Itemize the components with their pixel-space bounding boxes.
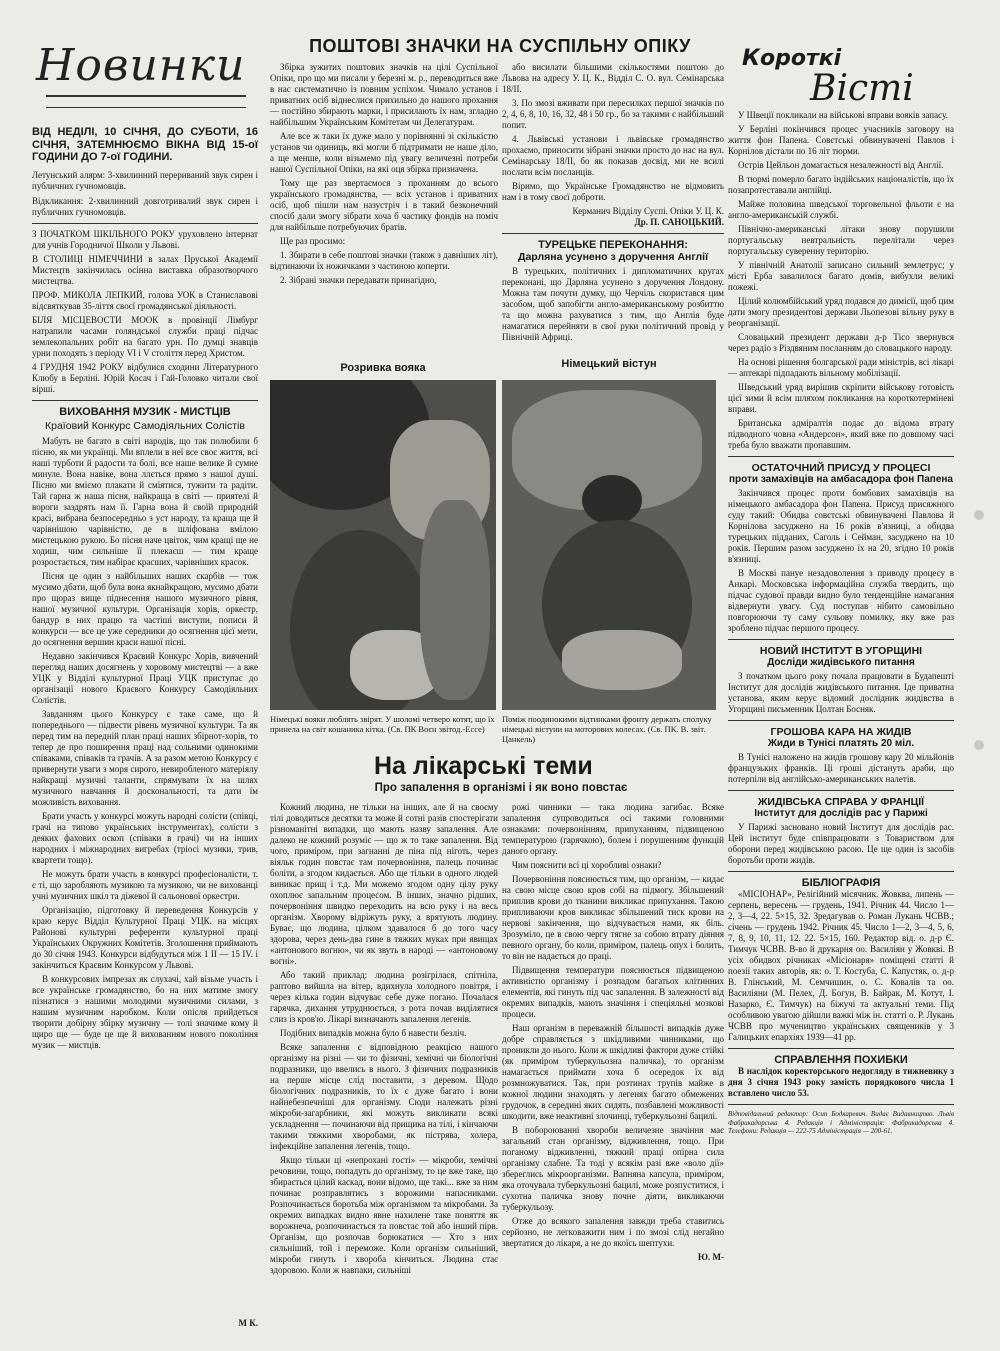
medical-subhead: Про запалення в організмі і як воно повстає [374, 782, 628, 794]
paragraph: Чим пояснити всі ці хоробливі ознаки? [512, 860, 662, 870]
fine-headline: ГРОШОВА КАРА НА ЖИДІВ [770, 726, 912, 738]
binder-hole [974, 740, 984, 750]
divider [728, 871, 954, 872]
paragraph: Всяке запалення є відповідною реакцією нашого організму на різні — чи то фізичні, хемічні чи біологічні подразники, що ввелись в нього. З фізичних подразників на перше місце слід поставити, з деревом. Щодо біологічних подразників, то їх є дуже багато і вони найнебезпечніші для організму. Сюди належать різні мікроби-загарбники, які можуть викликати всякі ускладнення — починаючи від прищика на тілі, і кінчаючи такими тяжкими хворобами, як пістрява, холера, інфекційне запалення легенів, тощо. [270, 1042, 498, 1151]
paragraph: В турецьких, політичних і дипломатичних кругах переконані, що Дарляна усунено з доручення Лондону. Можна там почути думку, що Черчіль скористався цим засобом, щоб запобігти англо-американському розбиттю та що можна рахуватися з тим, що Англія буде намагатися перейняти в свої руки політичний провід у Північній Африці. [502, 266, 724, 342]
news-item: 4 ГРУДНЯ 1942 РОКУ відбулися сходини Літературного Клюбу в Берліні. Юрій Косач і Гай-Головко читали свої вірші. [32, 361, 258, 394]
paragraph: 2. Зібрані значки передавати принагідно, [280, 275, 437, 285]
france-headline: ЖИДІВСЬКА СПРАВА У ФРАНЦІЇ [757, 796, 925, 808]
paragraph: Почервоніння пояснюється тим, що організм, — кидає на свою місце свою кров собі на підмогу. Збільшений приплив крови до тканини викликає припухання. Такою припливаючи кров викликає збільшений тиск крови на нервові закінчення, що відчувається нами, як біль. Зрозуміло, це в свою чергу тягне за собою втрату діяння певного органу, бо коли, приміром, палець опух і болить, то він не надається до праці. [502, 874, 724, 961]
news-item: В СТОЛИЦІ НІМЕЧЧИНИ в залах Пруської Академії Мистецтв закінчилась осінна виставка образотворчого мистецтва. [32, 253, 258, 286]
divider [728, 720, 954, 721]
photo2-headline: Німецький вістун [561, 358, 657, 370]
news-item: У Берліні покінчився процес учасників заговору на життя фон Папена. Совєтські обвинувачені Павлов і Корнілов дістали по 16 літ тюрми. [728, 124, 954, 156]
binder-hole [974, 510, 984, 520]
paragraph: 1. Збирати в себе поштові значки (також з давніших літ), відтинаючи їх ножичками з частиною коперти. [270, 250, 498, 271]
korotki-title: Короткі [742, 46, 842, 71]
alarm-cancel: Відкликання: 2-хвилинний довготривалий звук сирен і публичних гучномовців. [32, 195, 258, 217]
stamps-signature-2: Др. П. САНОЦЬКИЙ. [634, 217, 724, 227]
medical-article-right [502, 802, 724, 1342]
stamps-article-left [270, 62, 498, 289]
column-short-news [728, 110, 954, 1136]
news-item: Північно-американські літаки знову порушили португальську невтральність перелітали через португальську суверенну територію. [728, 224, 954, 256]
news-item: ПРОФ. МИКОЛА ЛЕПКИЙ, голова УОК в Станиславові відсвяткував 35-ліття своєї громадянської діяльності. [32, 289, 258, 311]
korotki-visti-masthead [740, 46, 956, 110]
photo2-caption [502, 714, 716, 744]
imprint-text: Відповідальний редактор: Осип Бодкаревич. Видає Видавництво. Львів Фабрикадорська 4. Редакція і Адміністрація: Фабрикадорська 4. Телефони: Редакція — 222-75 [728, 1110, 954, 1135]
caption-credit: (Св. ПК. В. звіт. Цанкель) [502, 724, 706, 744]
paragraph: У Парижі засновано новий Інститут для дослідів рас. Цей інститут буде співпрацювати з Товариством для оборони перед жидівською расою. Це ще один із засобів боротьби проти жидів. [728, 822, 954, 865]
news-item: З ПОЧАТКОМ ШКІЛЬНОГО РОКУ уруховлено інтернат для учнів Городничої Школи у Львові. [32, 228, 258, 250]
paragraph: рожі чинники — така людина загибає. Всяке запалення супроводиться осі такими головними ознаками: почервонінням, припуханням, підвищеною температурою (гарячкою), болем і порушенням функцій даного органу. [502, 802, 724, 856]
paragraph: 4. Львівські установи і львівське громадянство прохаємо, приносити зібрані значки просто до нас на вул. Семінарську 18/II, бо як показав досвід, ми не всилі послати всім посланців. [502, 134, 724, 177]
news-item: Словацький президент держави д-р Тісо звернувся через радіо з Різдвяним посланням до словацького народу. [728, 332, 954, 353]
news-item: Цілий колюмбійський уряд подався до димісії, щоб цим дати змогу президентові держави Льопезові вільну руку в реорганізації. [728, 296, 954, 328]
news-item: Майже половина шведської торговельної фльоти є на англо-американській службі. [728, 199, 954, 220]
soldier-with-kittens-photo [270, 380, 496, 710]
news-item: БІЛЯ МІСЦЕВОСТИ МООК в провінції Лімбург натрапили часами голяндської служби праці підчас землекопальних робіт на багато урн. По думці знавців урни походять з періоду VI і V століття перед Христом. [32, 314, 258, 358]
paragraph: Отже до всякого запалення завжди треба ставитись серйозно, не легковажити ним і по змозі слід негайно звертатися до лікаря, а не до якоїсь шептухи. [502, 1216, 724, 1248]
caption-text: Поміж поодинокими відтинками фронту держать сполуку німецькі вістуни на моторових колесах. [502, 714, 712, 734]
music-article [32, 436, 258, 1051]
paragraph: Тому ще раз звертаємося з проханням до всього українського громадянства, — всіх установ і приватних осіб, щоб пішли нам назустріч і в такий безконечний спосіб дали змогу зібрати хоча б частику фондів на поміч для найбільше потребуючих братів. [270, 178, 498, 232]
paragraph: Ще раз просимо: [280, 236, 346, 246]
music-headline: ВИХОВАННЯ МУЗИК - МИСТЦІВ [59, 405, 231, 418]
medical-headline: На лікарські теми [374, 752, 593, 780]
paragraph: Або такий приклад: людина розігрілася, спітніла, раптово вийшла на вітер, вдихнула холодного повітря, і через кілька годин відчуває себе дуже погано. Почалася гарячка, дихання утруднюється, з рота почав виділятися слиз із кров'ю. Лікарі визначають запалення легенів. [270, 970, 498, 1024]
turkey-subhead: Дарляна усунено з доручення Англії [517, 251, 709, 263]
stamps-headline: ПОШТОВІ ЗНАЧКИ НА СУСПІЛЬНУ ОПІКУ [309, 36, 691, 56]
paragraph: Підвищення температури пояснюється підвищеною активністю організму і розпадом багатьох клітинних елементів, які гинуть під час запалення. В залежності від окремих випадків, мають значіння і спеціяльні мозкові процеси. [502, 965, 724, 1019]
divider [728, 1104, 954, 1105]
medical-signature: Ю. М- [697, 1252, 724, 1262]
photo1-headline: Розривка вояка [340, 362, 426, 374]
news-item: У північній Анатолії записано сильний землетрус; у місті Ерба завалилося багато домів, вибухли великі пожежі. [728, 260, 954, 292]
paragraph: Брати участь у конкурсі можуть народні солісти (співці, грачі на типово українських інструментах), солісти з деяких фахових оскоп (співаки в грачі) чи на інших народних і міжнародних вигребах (тріосі музики, трив, квартети тощо). [32, 810, 258, 865]
news-item: Британська адміралтія подає до відома втрату підводного човна «Андерсон», який вже по довшому часі треба було вважати пропавшим. [728, 418, 954, 450]
paragraph: В наслідок коректорського недогляду в тижневику з дня 3 січня 1943 року замість порядкового числа 1 вставлено число 53. [728, 1066, 954, 1098]
institute-subhead: Досліди жидівського питання [767, 657, 915, 668]
divider [32, 400, 258, 401]
paragraph: Віримо, що Українське Громадянство не відмовить нам і в тому своєї доброти. [502, 181, 724, 202]
paragraph: Подібних випадків можна було б навести безліч. [280, 1028, 467, 1038]
news-item: В тюрмі померло багато індійських націоналістів, що їх позапротеставали англійці. [728, 174, 954, 195]
music-subhead: Країовий Конкурс Самодіяльних Солістів [45, 419, 245, 432]
paragraph: В Тунісі наложено на жидів грошову кару 20 мільйонів французьких франків. Ці гроші дістануть араби, що потерпіли від англійсько-американських налетів. [728, 752, 954, 784]
visti-title: Вісті [810, 68, 914, 109]
paragraph: В конкурсових імпрезах як слухачі, хай візьме участь і все українське громадянство, бо на них матиме змогу пізнатися з нашими молодими музичними силами, з нашим музичним наробком. Коли опісля прийдеться творити добірну збірку музичну — толі значиме кому й щиро ще — буде це ще й вихованням нового покоління музик — мистців. [32, 973, 258, 1050]
paragraph: 3. По змозі вживати при пересилках першої значків по 2, 4, 6, 8, 10, 16, 32, 48 і 50 гр., бо за такими є найбільший попит. [502, 98, 724, 130]
paragraph: Закінчився процес проти бомбових замахівців на німецького амбасадора фон Папена. Присуд присяжного суду такий: Обидва совєтські обвинувачені Павлова й Корнілова засуджено на 16 років в'язниці, а обидва турецьких підданих, Саголь і Сейман, засуджено на 10 років. Першим разом засуджено їх на 20, згідно 10 років в'язниці. [728, 488, 954, 564]
paragraph: В побороюванні хвороби величезне значіння має загальний стан організму, відживлення, тощо. При поганому відживленні, тяжкий праці опірна сила організму слабне. Та тоді у всякім разі вже «воло дії» збереглись мікроорганізми. Вапняна капсула, приміром, яка оточувала туберкульозні бацилі, може розпуститися, і сухотна паличка знову почне діяти, викликаючи туберкульозу. [502, 1125, 724, 1212]
paragraph: або висилати більшими скількостями поштою до Львова на адресу У. Ц. К., Відділ С. О. вул. Семінарська 18/II. [502, 62, 724, 94]
medical-article-left [270, 802, 498, 1342]
photo1-caption [270, 714, 496, 734]
institute-headline: НОВИЙ ІНСТИТУТ В УГОРЩИНІ [759, 645, 923, 657]
stamps-signature-1: Керманич Відділу Суспі. Опіки У. Ц. К. [572, 206, 724, 216]
news-item: На основі рішення болгарської ради міністрів, всі лікарі — аптекарі підпадають вільному мобілізації. [728, 357, 954, 378]
news-item: Шведський уряд вирішив скріпити військову готовість цієї зими й всім шляхом покликання на короткотерміневі вправи. [728, 382, 954, 414]
divider [728, 456, 954, 457]
air-alarm: Летунський алярм: 3-хвилинний перериваний звук сирен і публичних гучномовців. [32, 169, 258, 191]
correction-headline: СПРАВЛЕННЯ ПОХИБКИ [774, 1054, 908, 1066]
verdict-headline: ОСТАТОЧНИЙ ПРИСУД У ПРОЦЕСІ [751, 462, 931, 474]
paragraph: Якщо тільки ці «непрохані гості» — мікроби, хемічні речовини, тощо, попадуть до організму, то це вже таке, що збирається цілий каскад, вони відомо, ще такі... вже за ним починає розправлятись з ворожими напасниками. Розпочинається боротьба між організмом та мікробами. За окремих випадках видно явне нахилене таке поняття як ворожнеча, розпочинається та повстає той або інший пірв. Організм, що розпочав борюкатися — Хто з них сильніший, той і переможе. Коли організм сильніший, мікроби гинуть і хвороба кінчиться. Людина стає здоровою. Коли ж навпаки, сильніші [270, 1155, 498, 1275]
caption-credit: (Св. ПК Воєн звітод.-Ессе) [387, 724, 485, 734]
paragraph: Збірка зужитих поштових значків на цілі Суспільної Опіки, про що ми писали у березні м. р., переводиться вже в нас систематично із повним успіхом. Чимало установ і приватних осіб віднеслися прихильно до нашого прохання — постійно збирають марки, і присилають їх нам, згладно найбільшим Українським Комітетам чи Делегатурам. [270, 62, 498, 127]
turkey-headline: ТУРЕЦЬКЕ ПЕРЕКОНАННЯ: [538, 239, 688, 251]
imprint-phone: Адміністрація — 200-61. [817, 1127, 893, 1135]
paragraph: «МІСІОНАР», Релігійний місячник. Жовква, липень — серпень, вересень — грудень, 1941. Річник 44. Число 1—2, 3—4, 22. 5×15, 32. Зредагував о. Роман Лукань ЧСВВ.; січень — грудень 1942. Річник 45. Число 1—2, 3—4, 5, 6, 7, 8, 9, 10, 11, 12. 22. 5×15, 160. Редактор від. о. д-р Є. Тимчук ЧСВВ. В-во й друкарня оо. Василіян у Жовкві. В усіх обидвох річниках «Місіонаря» поміщені статті й поезії таких авторів, як: о. Т. Костуба, С. Капустяк, о. д-р В. Глінський, М. Семчишин, о. С. Ковалів та оо. Василіяни (М. Пелех, Д. Богун, В. Байрак, М. Котут, І. Назарко, Є. Тимчук) на біжучі та актуальні теми. Під особливою увагою дійшли важкі між ін. статті о. Р. Лукань ЧСВВ про мучеництво українських священиків у 3 Галицьких епархіях 1939—41 рр. [728, 889, 954, 1042]
divider [728, 639, 954, 640]
paragraph: Але все ж таки їх дуже мало у порівнянні зі скількістю установ чи одиниць, які могли б підтримати не наше діло, а ще менше, коли візьмемо під увагу величезні потреби нашої Суспільної Опіки, на які оця збірка призначена. [270, 131, 498, 174]
france-subhead: Інститут для дослідів рас у Парижі [754, 808, 928, 819]
motorcycle-messenger-photo [502, 380, 716, 710]
divider [728, 1048, 954, 1049]
stamps-article-right [502, 62, 724, 346]
imprint [728, 1110, 954, 1136]
paragraph: Мабуть не багато в світі народів, що так полюбили б пісню, як ми українці. Ми вплели в неї все своє життя, всі наші турботи й радости та болі, все наше велике й сумне минуле. Вона навіке, вона ллється прямо з нашої душі. Пісню ми вміємо плакати й сміятися, тужити та радіти. Тай гарна ж наша пісня, найкраща в світі — приятелі й вороги заздрять нам її. Гарна вона й своїй природній красі, вибрана безпосередньо з уст народу, та краща ще й чарівнішою чарівністю, де в шліфована вмілою мистецькою рукою. Бо пісня наче цвіток, чим кращі ще не ходиш, чим сильніше її плекаєш — тим краще розростається, тим набірає красших, чарівніших красок. [32, 435, 258, 567]
paragraph: Недавно закінчився Краєвий Конкурс Хорів, вивчений перегляд наших досягнень у хоровому мистецтві — а вже УЦК у Відділі культурної Праці УЦК приступає до організації нового Краєвого Конкурсу Самодіяльних Солістів. [32, 650, 258, 705]
divider [502, 233, 724, 234]
paragraph: Наш організм в переважній більшості випадків дуже добре справляється з шкідливими чинниками, що проникли до нього. Коли ж шкідливі фактори дуже стійкі (як приміром туберкульозна паличка), то організм намагається приймати хоча б осередок їх від розмножуватися. Так, при розтинах трупів майже в кожної людини знаходять у легенях багато обмежених грудочок, в середині яких сидять, позбавлені можливості шкодити, вже неактивні злочинці, туберкульозні бацилі. [502, 1023, 724, 1121]
masthead-underline [46, 95, 246, 108]
paragraph: Організацію, підготовку й переведення Конкурсів у краю керує Відділ Культурної Праці УЦК. на місцях Районові культурні референти культурної праці Українських Окружних Комітетів. Зголошення приймають до 30 січня 1943. Конкурси відбудуться між 1 II — 15 IV. і закінчиться Краєвим Конкурсом у Львові. [32, 904, 258, 970]
divider [728, 790, 954, 791]
news-item: Острів Цейльон домагається незалежності від Англії. [738, 160, 944, 170]
paragraph: Не можуть брати участь в конкурсі професіоналісти, т. є ті, що заробляють музикою та музикою, чи не вихованці учні музичних шкіл та діжевої й сальонової оркестри. [32, 868, 258, 901]
fine-subhead: Жиди в Тунісі платять 20 міл. [767, 738, 915, 749]
paragraph: Кожний людина, не тільки на інших, але й на своєму тілі доводиться десятки та може й сотні разів спостерігати різноманітні випадки, що мають назву запалення. Але далеко не кожний розуміє — що ж то таке запалення. Від чого, приміром, при загнанні де піна під ніготь, через віяльк годин повстає там почервоніння, палець починає боліти, а згодом кидається. Або ще тільки в одного людей виникає прищ і т.д. Ми можемо згодом одну цілу руку охоплює запальним процесом. В інших, значно рідших, почервоніння швидко переходить на всю руку і на весь організм. Хворому відріжуть руку, а врятують людину. Буває, що людина, цілком здавалося б до того часу здорова, через день-два гине в тяжких муках при явищах «антонового вогню», чи як звуть в народі — «антоновому вогні». [270, 802, 498, 966]
column-news [32, 126, 258, 1054]
news-item: У Швеції покликали на військові вправи вояків запасу. [738, 110, 948, 120]
music-signature: М К. [238, 1318, 258, 1328]
paragraph: Пісня це один з найбільших наших скарбів — тож мусимо дбати, щоб була вона якнайкращою, мусимо дбати про щораз вище піднесення нашого музичного рівня, нашої музичної культури. Організація хорів, оркестр, бандур в них працю та частіші виступи, пописи й конкурси — все це уже середники до осягнення цієї мети, до осягнення вершин краси нашої пісні. [32, 570, 258, 647]
divider [32, 223, 258, 224]
novynky-title: Новинки [36, 40, 246, 91]
blackout-notice: ВІД НЕДІЛІ, 10 СІЧНЯ, ДО СУБОТИ, 16 СІЧНЯ, ЗАТЕМНЮЄМО ВІКНА ВІД 15-ої ГОДИНИ ДО 7-ої ГОДИНИ. [32, 126, 258, 163]
paragraph: Завданням цього Конкурсу є таке саме, що й попереднього — підвести рівень музичної культури. Та як перед тим на передній план праці наших збірнот-хорів, то тепер де про поширення праці над сольними одинокими співаками, співаків та грачів. А за разом метою Конкурсу є привернути уваги з моря сирого, невиробленого матеріялу найкращі музичні таланти, спрямувати їх на шлях музичного навчання й доскональності, та дати їм можливість виховання. [32, 708, 258, 807]
paragraph: В Москві пануе незадоволення з приводу процесу в Анкарі. Московська інформаційна служба твердить, що підчас судової правди видно було тенденційне намагання відвернути увагу. Суд поступав нібито самовільно повгорюючи ту саму сульову помилку, яку вже раз зроблено підчас першого процесу. [728, 568, 954, 633]
caption-text: Німецькі вояки люблять звірят. У шоломі четверо котят, що їх принела на світ кошаника кітка. [270, 714, 495, 734]
paragraph: З початком цього року почала працювати в Будапешті Інститут для дослідів жидівського питання. Іде приватна установа, яким керує відомий дослідник жидівства в Угорщині письменник Цолтан Босняк. [728, 671, 954, 714]
bibliography-headline: БІБЛІОГРАФІЯ [801, 877, 881, 889]
verdict-subhead: проти замахівців на амбасадора фон Папена [729, 474, 953, 485]
